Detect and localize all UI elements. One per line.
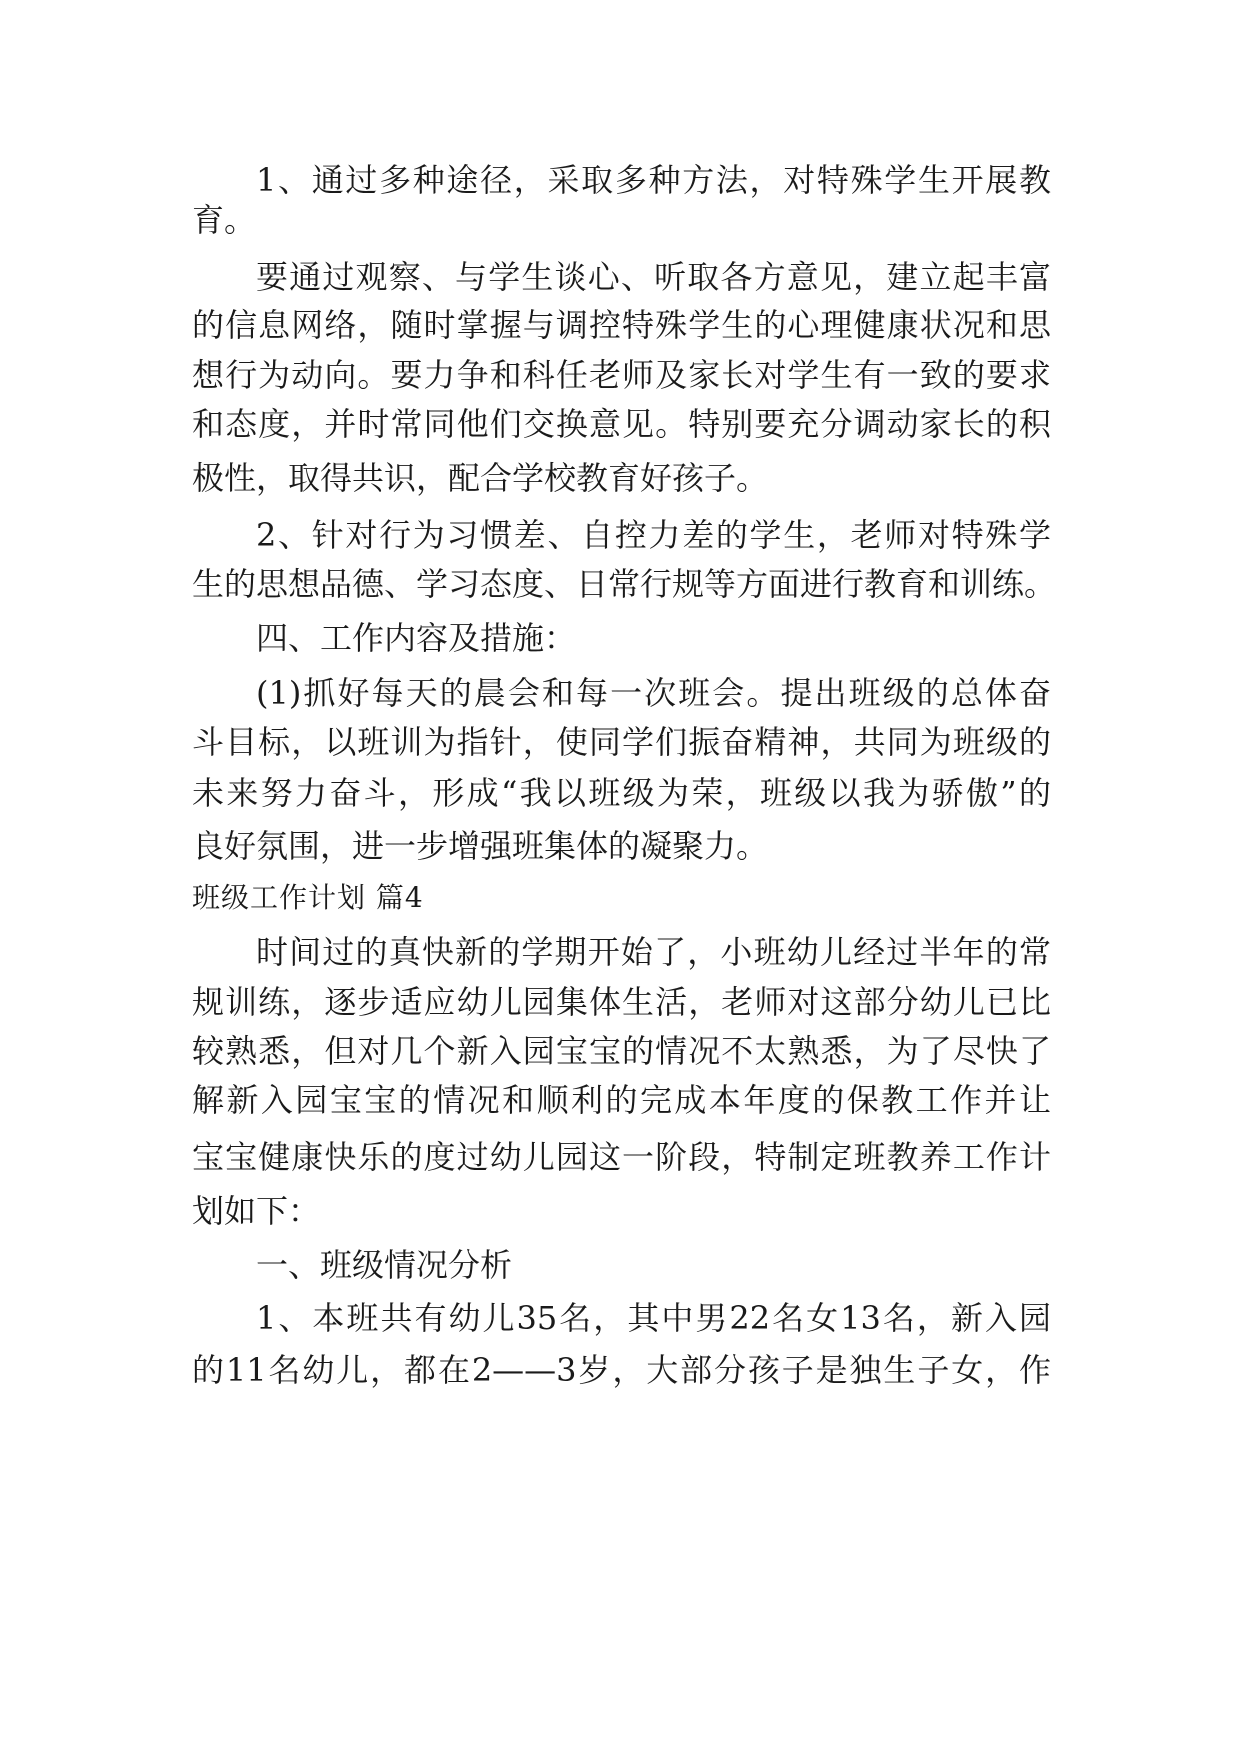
paragraph-line: 想行为动向。要力争和科任老师及家长对学生有一致的要求 [192, 356, 1051, 394]
paragraph-line: 2、针对行为习惯差、自控力差的学生，老师对特殊学 [256, 516, 1051, 554]
document-heading: 班级工作计划 篇4 [192, 881, 424, 914]
section-heading: 四、工作内容及措施： [256, 619, 577, 657]
paragraph-line: 解新入园宝宝的情况和顺利的完成本年度的保教工作并让 [192, 1081, 1051, 1119]
paragraph-line: 宝宝健康快乐的度过幼儿园这一阶段，特制定班教养工作计 [192, 1138, 1051, 1176]
paragraph-line: 时间过的真快新的学期开始了，小班幼儿经过半年的常 [256, 933, 1051, 971]
paragraph-line: 生的思想品德、学习态度、日常行规等方面进行教育和训练。 [192, 565, 1057, 603]
paragraph-line: 1、本班共有幼儿35名，其中男22名女13名，新入园 [256, 1299, 1051, 1337]
paragraph-line: 良好氛围，进一步增强班集体的凝聚力。 [192, 827, 769, 865]
paragraph-line: 规训练，逐步适应幼儿园集体生活，老师对这部分幼儿已比 [192, 983, 1051, 1021]
paragraph-line: 的信息网络，随时掌握与调控特殊学生的心理健康状况和思 [192, 306, 1051, 344]
paragraph-line: 斗目标，以班训为指针，使同学们振奋精神，共同为班级的 [192, 723, 1051, 761]
paragraph-line: (1)抓好每天的晨会和每一次班会。提出班级的总体奋 [256, 674, 1051, 712]
paragraph-line: 1、通过多种途径，采取多种方法，对特殊学生开展教 [256, 161, 1051, 199]
paragraph-line: 划如下： [192, 1192, 321, 1230]
paragraph-line: 和态度，并时常同他们交换意见。特别要充分调动家长的积 [192, 405, 1051, 443]
paragraph-line: 较熟悉，但对几个新入园宝宝的情况不太熟悉，为了尽快了 [192, 1032, 1051, 1070]
paragraph-line: 未来努力奋斗，形成“我以班级为荣，班级以我为骄傲”的 [192, 774, 1051, 812]
paragraph-line: 育。 [192, 201, 257, 239]
section-heading: 一、班级情况分析 [256, 1246, 513, 1284]
paragraph-line: 的11名幼儿，都在2——3岁，大部分孩子是独生子女，作 [192, 1351, 1051, 1389]
paragraph-line: 要通过观察、与学生谈心、听取各方意见，建立起丰富 [256, 258, 1051, 296]
paragraph-line: 极性，取得共识，配合学校教育好孩子。 [192, 459, 769, 497]
